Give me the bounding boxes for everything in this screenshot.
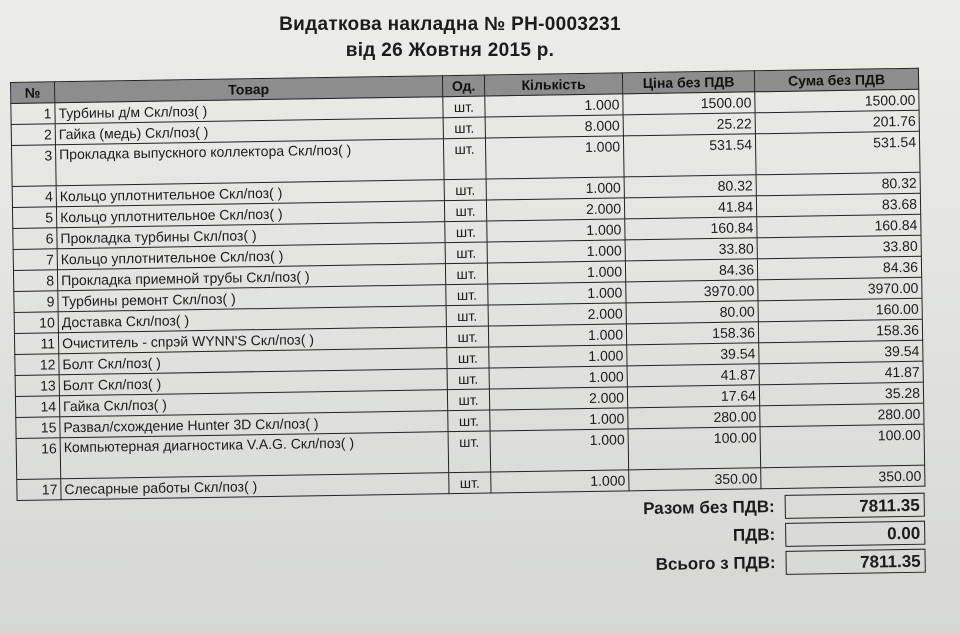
row-price: 3970.00 bbox=[626, 280, 758, 303]
column-header-price: Ціна без ПДВ bbox=[622, 71, 754, 94]
row-unit: шт. bbox=[447, 347, 489, 369]
row-unit: шт. bbox=[443, 138, 486, 180]
row-price: 158.36 bbox=[626, 322, 758, 345]
row-number: 5 bbox=[12, 207, 56, 229]
row-number: 14 bbox=[15, 396, 59, 418]
row-quantity: 2.000 bbox=[488, 303, 626, 326]
row-unit: шт. bbox=[444, 200, 486, 222]
items-table-body bbox=[11, 89, 925, 500]
row-unit: шт. bbox=[448, 410, 490, 432]
subtotal-label: Разом без ПДВ: bbox=[642, 497, 775, 519]
row-product-name: Турбины д/м Скл/поз( ) bbox=[55, 97, 443, 124]
row-unit: шт. bbox=[448, 431, 491, 473]
row-number: 11 bbox=[14, 333, 58, 355]
row-quantity: 2.000 bbox=[489, 387, 627, 410]
vat-value: 0.00 bbox=[785, 521, 925, 547]
row-unit: шт. bbox=[446, 305, 488, 327]
row-number: 1 bbox=[11, 103, 55, 125]
row-sum: 100.00 bbox=[760, 424, 925, 468]
column-header-quantity: Кількість bbox=[484, 73, 622, 96]
row-product-name: Кольцо уплотнительное Скл/поз( ) bbox=[57, 243, 445, 270]
row-sum: 160.00 bbox=[758, 298, 922, 322]
total-value: 7811.35 bbox=[785, 549, 925, 575]
row-quantity: 1.000 bbox=[491, 470, 629, 493]
row-sum: 84.36 bbox=[757, 256, 921, 280]
row-unit: шт. bbox=[447, 368, 489, 390]
subtotal-value: 7811.35 bbox=[785, 493, 925, 519]
row-quantity: 1.000 bbox=[486, 177, 624, 200]
row-product-name: Очиститель - спрэй WYNN'S Скл/поз( ) bbox=[58, 327, 446, 354]
row-product-name bbox=[55, 139, 444, 186]
row-product-name: Прокладка приемной трубы Скл/поз( ) bbox=[57, 264, 445, 291]
row-number: 4 bbox=[12, 186, 56, 208]
row-unit: шт. bbox=[445, 242, 487, 264]
row-price: 41.87 bbox=[627, 364, 759, 387]
row-price: 17.64 bbox=[627, 385, 759, 408]
row-price: 41.84 bbox=[624, 196, 756, 219]
row-sum: 158.36 bbox=[758, 319, 922, 343]
row-sum: 83.68 bbox=[756, 193, 920, 217]
row-product-name: Болт Скл/поз( ) bbox=[59, 348, 447, 375]
row-sum: 41.87 bbox=[759, 361, 923, 385]
row-number: 3 bbox=[11, 145, 56, 187]
row-price: 350.00 bbox=[629, 468, 761, 491]
row-number: 9 bbox=[14, 291, 58, 313]
row-number: 7 bbox=[13, 249, 57, 271]
row-product-name: Кольцо уплотнительное Скл/поз( ) bbox=[56, 201, 444, 228]
row-quantity: 1.000 bbox=[488, 324, 626, 347]
row-sum: 531.54 bbox=[755, 131, 920, 175]
row-unit: шт. bbox=[443, 96, 485, 118]
invoice-body bbox=[10, 67, 942, 588]
row-product-name: Кольцо уплотнительное Скл/поз( ) bbox=[56, 180, 444, 207]
invoice-date: від 26 Жовтня 2015 р. bbox=[345, 40, 555, 61]
row-price: 25.22 bbox=[623, 113, 755, 136]
row-price: 80.32 bbox=[624, 175, 756, 198]
row-number: 13 bbox=[15, 375, 59, 397]
row-unit: шт. bbox=[443, 117, 485, 139]
row-price: 39.54 bbox=[627, 343, 759, 366]
row-price: 100.00 bbox=[628, 427, 761, 470]
row-product-name: Развал/схождение Hunter 3D Скл/поз( ) bbox=[60, 411, 448, 438]
column-header-number: № bbox=[11, 82, 55, 104]
column-header-product: Товар bbox=[55, 76, 443, 103]
items-table bbox=[10, 68, 925, 501]
invoice-title: Видаткова накладна № РН-0003231 bbox=[279, 14, 621, 35]
row-sum: 160.84 bbox=[757, 214, 921, 238]
row-sum: 39.54 bbox=[759, 340, 923, 364]
row-sum: 280.00 bbox=[760, 403, 924, 427]
row-unit: шт. bbox=[447, 389, 489, 411]
row-product-name bbox=[60, 432, 449, 479]
row-quantity: 1.000 bbox=[489, 366, 627, 389]
row-quantity: 1.000 bbox=[485, 94, 623, 117]
row-unit: шт. bbox=[444, 179, 486, 201]
row-price: 160.84 bbox=[625, 217, 757, 240]
row-sum: 80.32 bbox=[756, 172, 920, 196]
row-price: 1500.00 bbox=[623, 92, 755, 115]
row-product-name: Турбины ремонт Скл/поз( ) bbox=[58, 285, 446, 312]
row-price: 280.00 bbox=[628, 406, 760, 429]
row-product-name: Гайка Скл/поз( ) bbox=[59, 390, 447, 417]
row-product-name-text: Компьютерная диагностика V.A.G. Скл/поз( ) bbox=[63, 434, 355, 456]
row-quantity: 1.000 bbox=[487, 261, 625, 284]
row-sum: 201.76 bbox=[755, 110, 919, 134]
row-quantity: 1.000 bbox=[487, 240, 625, 263]
row-number: 15 bbox=[16, 417, 60, 439]
row-quantity: 1.000 bbox=[488, 282, 626, 305]
row-number: 6 bbox=[13, 228, 57, 250]
row-unit: шт. bbox=[446, 284, 488, 306]
row-quantity: 2.000 bbox=[486, 198, 624, 221]
row-product-name-text: Прокладка выпускного коллектора Скл/поз( ) bbox=[59, 141, 352, 163]
row-product-name: Болт Скл/поз( ) bbox=[59, 369, 447, 396]
row-quantity: 8.000 bbox=[485, 115, 623, 138]
row-product-name: Доставка Скл/поз( ) bbox=[58, 306, 446, 333]
totals-block bbox=[17, 491, 926, 589]
row-product-name: Слесарные работы Скл/поз( ) bbox=[61, 473, 449, 500]
row-quantity: 1.000 bbox=[485, 136, 624, 179]
row-price: 80.00 bbox=[626, 301, 758, 324]
row-sum: 33.80 bbox=[757, 235, 921, 259]
row-sum: 350.00 bbox=[761, 465, 925, 489]
row-unit: шт. bbox=[445, 221, 487, 243]
row-product-name: Гайка (медь) Скл/поз( ) bbox=[55, 118, 443, 145]
row-sum: 35.28 bbox=[759, 382, 923, 406]
row-price: 33.80 bbox=[625, 238, 757, 261]
vat-label: ПДВ: bbox=[732, 525, 776, 545]
column-header-unit: Од. bbox=[442, 75, 484, 97]
row-sum: 3970.00 bbox=[758, 277, 922, 301]
row-product-name: Прокладка турбины Скл/поз( ) bbox=[57, 222, 445, 249]
row-unit: шт. bbox=[446, 326, 488, 348]
row-quantity: 1.000 bbox=[487, 219, 625, 242]
column-header-sum: Сума без ПДВ bbox=[754, 68, 918, 92]
row-number: 17 bbox=[17, 479, 61, 501]
row-price: 84.36 bbox=[625, 259, 757, 282]
row-unit: шт. bbox=[449, 472, 491, 494]
row-sum: 1500.00 bbox=[755, 89, 919, 113]
row-number: 8 bbox=[13, 270, 57, 292]
row-quantity: 1.000 bbox=[490, 429, 629, 472]
row-number: 2 bbox=[11, 124, 55, 146]
total-label: Всього з ПДВ: bbox=[655, 553, 776, 574]
row-price: 531.54 bbox=[623, 134, 756, 177]
row-unit: шт. bbox=[445, 263, 487, 285]
row-quantity: 1.000 bbox=[489, 345, 627, 368]
row-number: 10 bbox=[14, 312, 58, 334]
row-number: 12 bbox=[15, 354, 59, 376]
row-quantity: 1.000 bbox=[490, 408, 628, 431]
row-number: 16 bbox=[16, 438, 61, 480]
